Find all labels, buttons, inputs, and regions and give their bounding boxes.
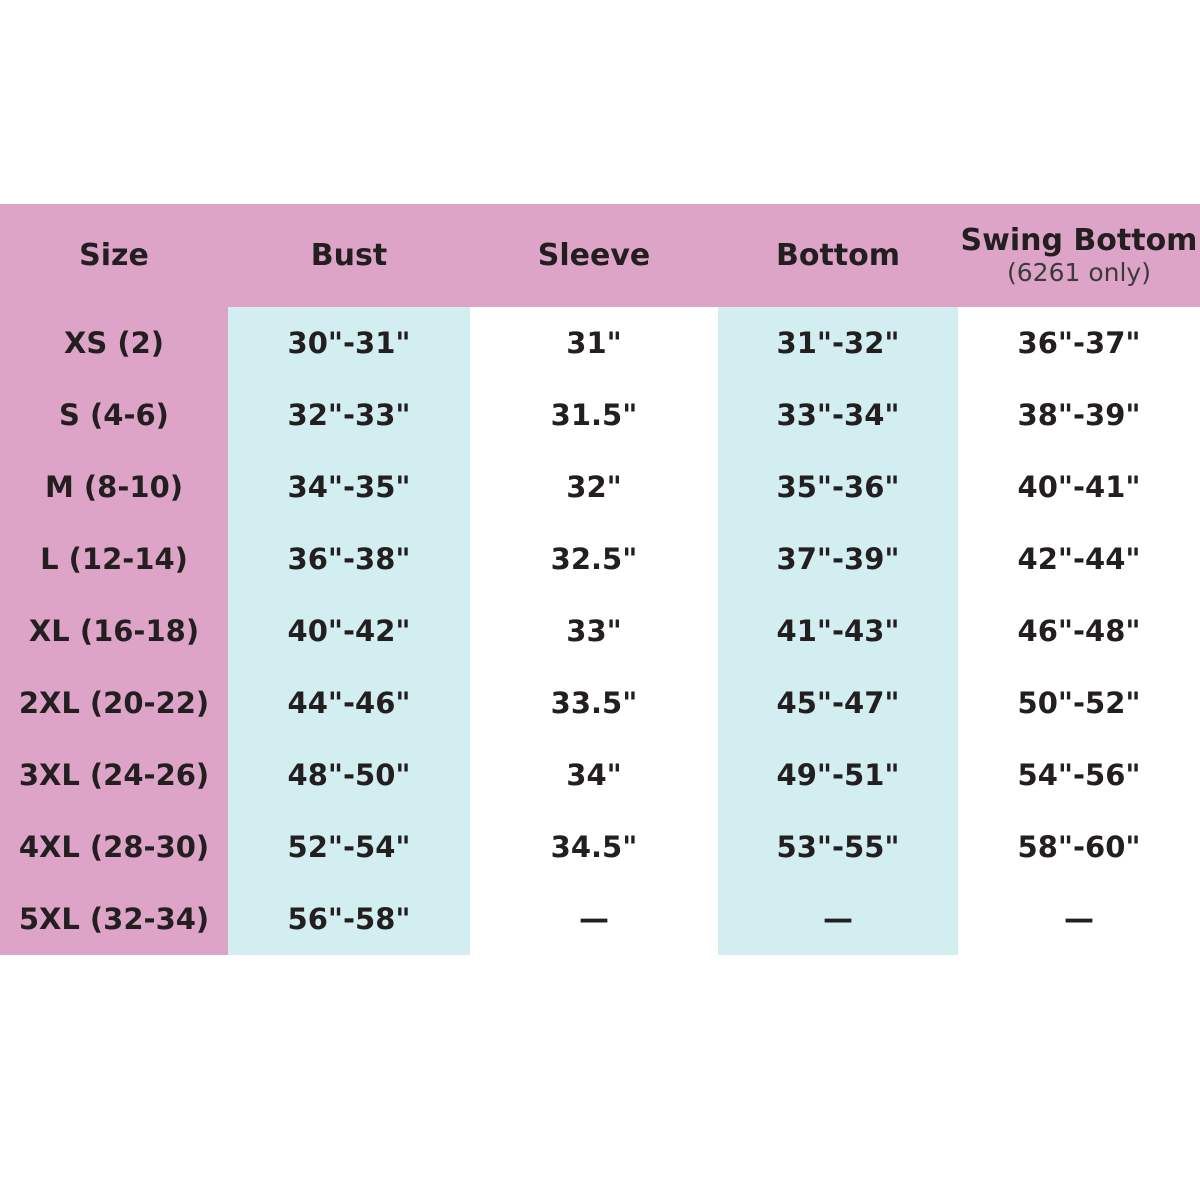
cell-swing-bottom: 46"-48": [958, 595, 1200, 667]
size-chart-container: [0, 204, 1200, 955]
column-header-swing-bottom-note: (6261 only): [1007, 258, 1151, 288]
cell-swing-bottom: 36"-37": [958, 307, 1200, 379]
table-row: [0, 307, 1200, 379]
column-header-sleeve-label: Sleeve: [537, 237, 651, 273]
cell-sleeve: 33.5": [470, 667, 718, 739]
cell-size: XS (2): [0, 307, 228, 379]
cell-bust: 52"-54": [228, 811, 470, 883]
cell-sleeve: 32.5": [470, 523, 718, 595]
cell-swing-bottom: 38"-39": [958, 379, 1200, 451]
cell-swing-bottom: 40"-41": [958, 451, 1200, 523]
cell-size: XL (16-18): [0, 595, 228, 667]
cell-bottom: 53"-55": [718, 811, 958, 883]
cell-bottom: 45"-47": [718, 667, 958, 739]
cell-sleeve: —: [470, 883, 718, 955]
cell-swing-bottom: —: [958, 883, 1200, 955]
cell-sleeve: 33": [470, 595, 718, 667]
column-header-bottom: [718, 204, 958, 307]
cell-bust: 44"-46": [228, 667, 470, 739]
cell-bust: 36"-38": [228, 523, 470, 595]
cell-sleeve: 34": [470, 739, 718, 811]
table-row: [0, 883, 1200, 955]
cell-swing-bottom: 54"-56": [958, 739, 1200, 811]
column-header-sleeve: [470, 204, 718, 307]
cell-bottom: 41"-43": [718, 595, 958, 667]
cell-bottom: 31"-32": [718, 307, 958, 379]
cell-size: 5XL (32-34): [0, 883, 228, 955]
cell-swing-bottom: 50"-52": [958, 667, 1200, 739]
cell-bottom: 37"-39": [718, 523, 958, 595]
cell-sleeve: 31.5": [470, 379, 718, 451]
cell-bust: 56"-58": [228, 883, 470, 955]
table-row: [0, 811, 1200, 883]
cell-swing-bottom: 58"-60": [958, 811, 1200, 883]
cell-sleeve: 31": [470, 307, 718, 379]
cell-size: M (8-10): [0, 451, 228, 523]
table-row: [0, 379, 1200, 451]
column-header-swing-bottom: [958, 204, 1200, 307]
table-header: [0, 204, 1200, 307]
cell-size: 4XL (28-30): [0, 811, 228, 883]
cell-bottom: 49"-51": [718, 739, 958, 811]
cell-bust: 34"-35": [228, 451, 470, 523]
cell-swing-bottom: 42"-44": [958, 523, 1200, 595]
column-header-bust: [228, 204, 470, 307]
table-row: [0, 595, 1200, 667]
cell-bust: 48"-50": [228, 739, 470, 811]
column-header-size-label: Size: [79, 237, 149, 273]
column-header-bottom-label: Bottom: [775, 237, 901, 273]
table-body: [0, 307, 1200, 955]
cell-bottom: —: [718, 883, 958, 955]
cell-size: L (12-14): [0, 523, 228, 595]
cell-bust: 32"-33": [228, 379, 470, 451]
table-row: [0, 523, 1200, 595]
cell-size: S (4-6): [0, 379, 228, 451]
cell-bust: 40"-42": [228, 595, 470, 667]
header-row: [0, 204, 1200, 307]
cell-bottom: 35"-36": [718, 451, 958, 523]
column-header-bust-label: Bust: [310, 237, 388, 273]
table-row: [0, 667, 1200, 739]
cell-bust: 30"-31": [228, 307, 470, 379]
cell-size: 3XL (24-26): [0, 739, 228, 811]
table-row: [0, 739, 1200, 811]
cell-sleeve: 34.5": [470, 811, 718, 883]
table-row: [0, 451, 1200, 523]
size-chart-table: [0, 204, 1200, 955]
cell-size: 2XL (20-22): [0, 667, 228, 739]
cell-sleeve: 32": [470, 451, 718, 523]
column-header-swing-bottom-label: Swing Bottom: [960, 222, 1198, 258]
column-header-size: [0, 204, 228, 307]
cell-bottom: 33"-34": [718, 379, 958, 451]
